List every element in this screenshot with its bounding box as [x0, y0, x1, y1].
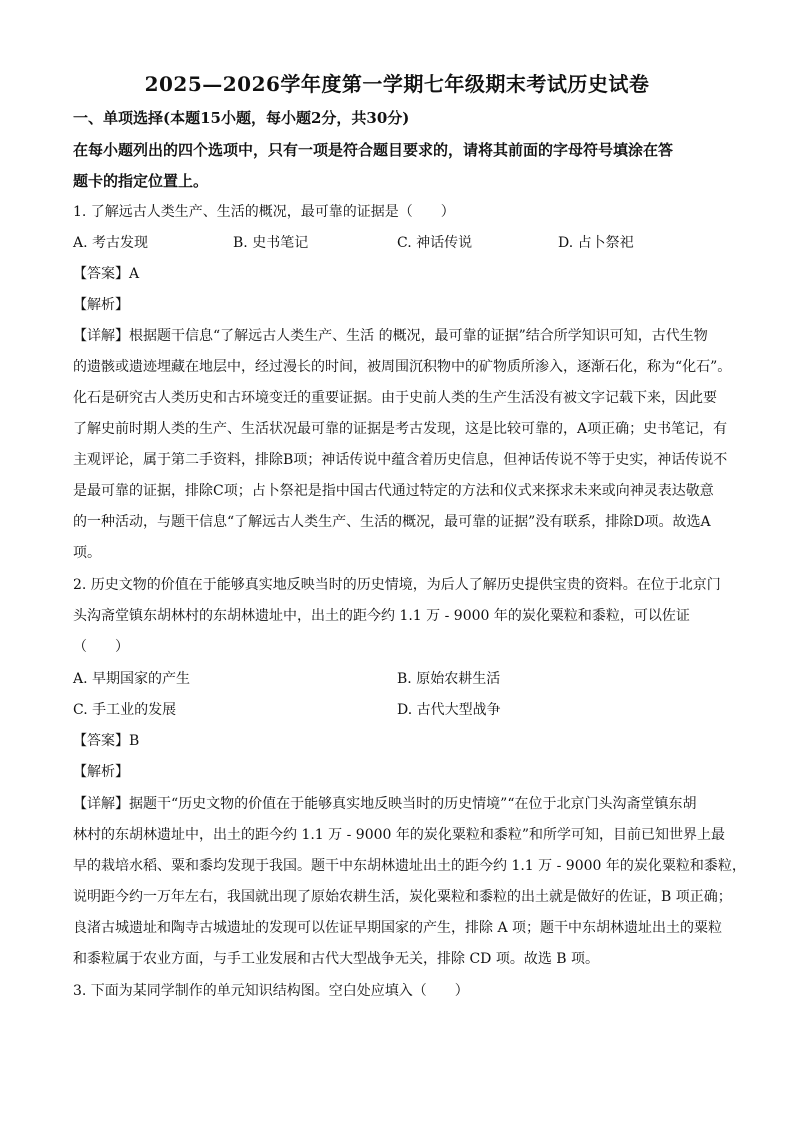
- q1-analysis-label: 【解析】: [73, 297, 129, 313]
- q1-detail-line: 是最可靠的证据，排除C项；占卜祭祀是指中国古代通过特定的方法和仪式来探求未来或向神灵表达敬意: [73, 483, 714, 499]
- q1-detail-line: 【详解】根据题干信息“了解远古人类生产、生活 的概况，最可靠的证据”结合所学知识可知，古代生物: [73, 328, 708, 344]
- q2-option-b: B. 原始农耕生活: [397, 671, 501, 687]
- q2-stem-line: 2. 历史文物的价值在于能够真实地反映当时的历史情境，为后人了解历史提供宝贵的资料。在位于北京门: [73, 577, 721, 593]
- section-heading: 一、单项选择(本题15小题，每小题2分，共30分): [73, 109, 410, 127]
- q2-detail-line: 早的栽培水稻、粟和黍均发现于我国。题干中东胡林遗址出土的距今约 1.1 万 - 9000 年的炭化粟粒和黍粒，: [73, 858, 746, 874]
- q2-detail-line: 说明距今约一万年左右，我国就出现了原始农耕生活，炭化粟粒和黍粒的出土就是做好的佐证，B 项正确；: [73, 889, 732, 905]
- q2-stem-line: （ ）: [73, 639, 129, 655]
- q1-option-c: C. 神话传说: [397, 235, 473, 251]
- q1-answer: 【答案】A: [73, 266, 140, 282]
- q2-option-d: D. 古代大型战争: [397, 702, 501, 718]
- q1-detail-line: 的一种活动，与题干信息“了解远古人类生产、生活的概况，最可靠的证据”没有联系，排除D项。故选A: [73, 514, 711, 530]
- q2-detail-line: 林村的东胡林遗址中，出土的距今约 1.1 万 - 9000 年的炭化粟粒和黍粒”和所学可知，目前已知世界上最: [73, 827, 726, 843]
- q2-detail-line: 和黍粒属于农业方面，与手工业发展和古代大型战争无关，排除 CD 项。故选 B 项。: [73, 951, 600, 967]
- q2-detail-line: 良渚古城遗址和陶寺古城遗址的发现可以佐证早期国家的产生，排除 A 项；题干中东胡林遗址出土的粟粒: [73, 920, 723, 936]
- q2-detail-line: 【详解】据题干“历史文物的价值在于能够真实地反映当时的历史情境”“在位于北京门头沟斋堂镇东胡: [73, 796, 697, 812]
- q2-option-a: A. 早期国家的产生: [73, 671, 191, 687]
- q1-detail-line: 化石是研究古人类历史和古环境变迁的重要证据。由于史前人类的生产生活没有被文字记载下来，因此要: [73, 390, 717, 406]
- q3-stem: 3. 下面为某同学制作的单元知识结构图。空白处应填入（ ）: [73, 983, 469, 999]
- q2-option-c: C. 手工业的发展: [73, 702, 177, 718]
- q2-answer: 【答案】B: [73, 733, 140, 749]
- section-instruction-1: 在每小题列出的四个选项中，只有一项是符合题目要求的，请将其前面的字母符号填涂在答: [73, 141, 674, 159]
- q1-detail-line: 项。: [73, 545, 101, 561]
- q1-stem: 1. 了解远古人类生产、生活的概况，最可靠的证据是（ ）: [73, 204, 455, 220]
- q1-option-a: A. 考古发现: [73, 235, 149, 251]
- exam-title: 2025—2026学年度第一学期七年级期末考试历史试卷: [144, 72, 650, 96]
- section-instruction-2: 题卡的指定位置上。: [73, 172, 209, 190]
- q1-option-b: B. 史书笔记: [233, 235, 309, 251]
- q1-detail-line: 主观评论，属于第二手资料，排除B项；神话传说中蕴含着历史信息，但神话传说不等于史实，神话传说不: [73, 452, 728, 468]
- q1-option-d: D. 占卜祭祀: [558, 235, 634, 251]
- q1-detail-line: 的遗骸或遗迹埋藏在地层中，经过漫长的时间，被周围沉积物中的矿物质所渗入，逐渐石化，称为“化石”。: [73, 359, 732, 375]
- q1-detail-line: 了解史前时期人类的生产、生活状况最可靠的证据是考古发现，这是比较可靠的，A项正确；史书笔记，有: [73, 421, 728, 437]
- q2-analysis-label: 【解析】: [73, 764, 129, 780]
- q2-stem-line: 头沟斋堂镇东胡林村的东胡林遗址中，出土的距今约 1.1 万 - 9000 年的炭化粟粒和黍粒，可以佐证: [73, 608, 690, 624]
